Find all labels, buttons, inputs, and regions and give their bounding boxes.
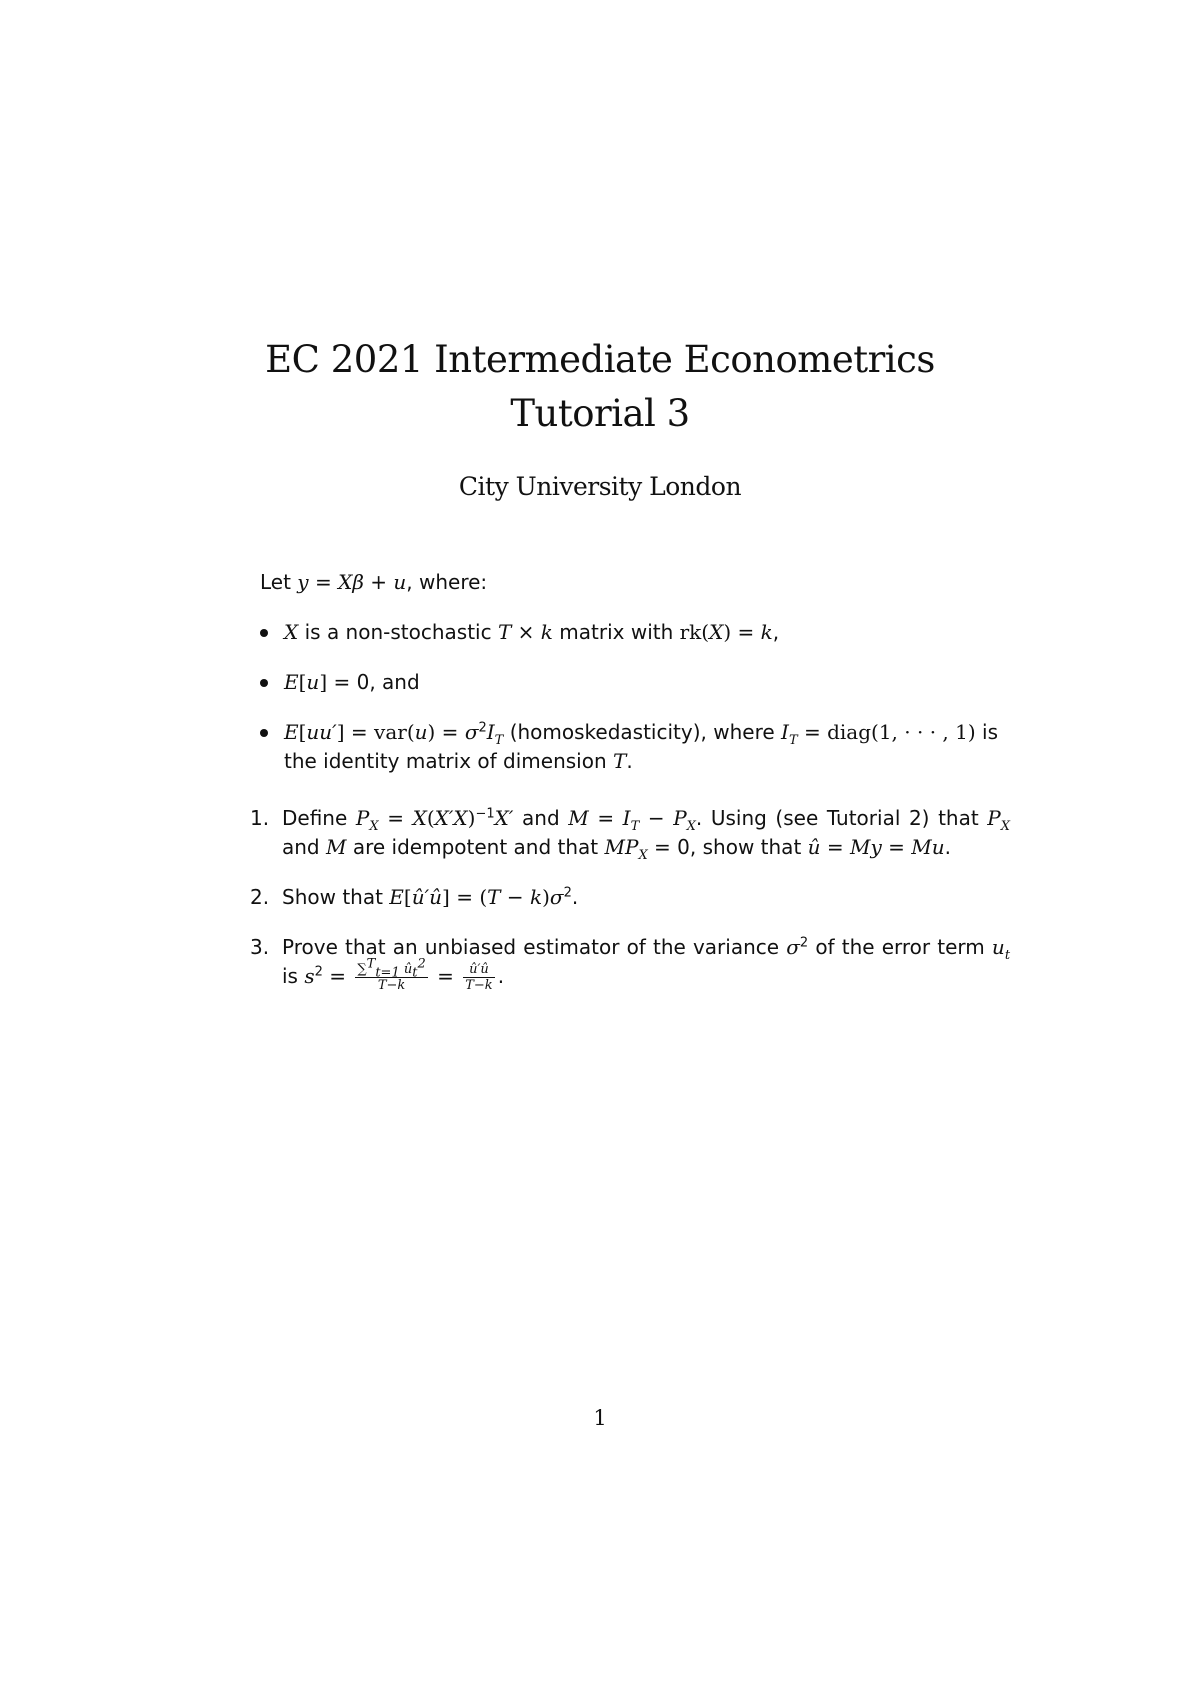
assumptions-list xyxy=(258,618,1018,797)
intro-paragraph: Let y = Xβ + u, where: xyxy=(260,570,488,594)
bullet-icon xyxy=(260,729,268,737)
question-number: 2. xyxy=(250,885,270,909)
question-item: 2. Show that E[û′û] = $(T - k)\sigma^2$. xyxy=(250,883,1010,912)
bullet-icon xyxy=(260,629,268,637)
estimator-fraction: $\frac{\sum^T_{t=1} û_t^2}{T-k}$ xyxy=(357,956,426,993)
document-title: EC 2021 Intermediate Econometrics xyxy=(265,338,935,381)
bullet-icon xyxy=(260,679,268,687)
estimator-fraction: $\frac{û'û}{T-k}$ xyxy=(465,962,493,993)
assumption-item: X is a non-stochastic T × k matrix with rk(X) = k, xyxy=(258,618,1018,647)
intro-tail: , where: xyxy=(406,570,488,594)
question-item: 3. Prove that an unbiased estimator of the variance $\sigma^2$ of the error term $u_t$ is $s^2$ = $\frac{\sum^T_{t=1} û_t^2}{T-k}$ = $\frac{û'û}{T-k}$ . xyxy=(250,935,1011,993)
question-item: 1. Define $P_X = X(X'X)^{-1}X'$ and $M = I_T - P_X$. Using (see Tutorial 2) that $P_X$ and M are idempotent and that $MP_X = 0$, show that û = My = Mu. xyxy=(250,806,1011,863)
model-equation: y xyxy=(297,570,309,594)
page-number: 1 xyxy=(593,1406,607,1430)
question-number: 3. xyxy=(250,935,270,959)
assumption-item: E[u] = 0, and xyxy=(258,668,1018,697)
institution-name: City University London xyxy=(458,472,742,501)
questions-list xyxy=(250,804,1010,1014)
assumption-item: $E[uu'] = var(u) = \sigma^2I_T$ (homoskedasticity), where $I_T$ = diag(1, · · · , 1) is the identity matrix of dimension T. xyxy=(258,718,1018,776)
document-subtitle: Tutorial 3 xyxy=(510,392,690,435)
question-number: 1. xyxy=(250,806,270,830)
intro-lead: Let xyxy=(260,570,291,594)
